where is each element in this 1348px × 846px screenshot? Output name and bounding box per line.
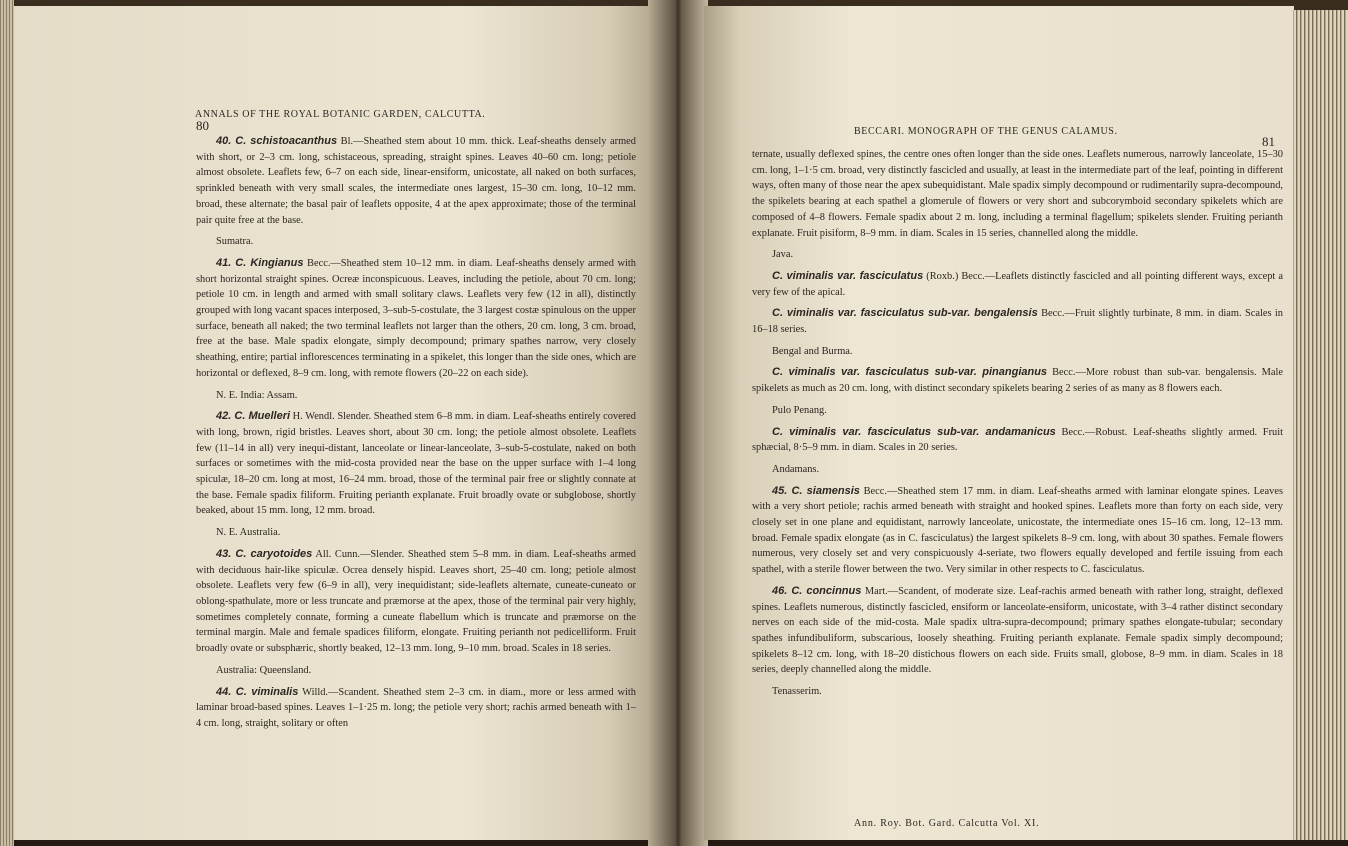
species-entry [752,306,1283,337]
species-description: Becc.—Sheathed stem 17 mm. in diam. Leaf-sheaths armed with laminar elongate spines. Leaves with a very short petiole; rachis armed beneath with straight and hooked spines. Leaflets more than forty on each side, very closely set in one plane and equidistant, narrowly lanceolate, unicostate, the intermediate ones 15–16 cm. long, 12–13 mm. broad. Female spadix elongate (as in C. fasciculatus) the largest spikelets 8–9 cm. long, with about 30 spathes. Female flowers numerous, very closely set and very conspicuously 4-seriate, two flowers equally developed and fertile issuing from each spathel, with a sterile flower between the two. Very similar in other respects to C. fasciculatus. [752,485,1283,576]
species-name: 40. C. schistoacanthus [216,135,338,147]
species-entry [752,269,1283,300]
species-name: 45. C. siamensis [772,484,860,497]
species-entry [196,685,636,732]
species-locality: Sumatra. [216,236,254,248]
species-description: Willd.—Scandent. Sheathed stem 2–3 cm. in diam., more or less armed with laminar broad-based spines. Leaves 1–1·25 m. long; the petiole very short; rachis armed beneath with 1–4 cm. long, straight, solitary or often [196,686,637,729]
species-description: Becc.—More robust than sub-var. bengalensis. Male spikelets as much as 20 cm. long, with distinct secondary spikelets bearing 2 series of as many as 8 flowers each. [752,367,1284,395]
book-spine [648,0,708,846]
left-page-number: 80 [196,118,209,133]
species-description: Bl.—Sheathed stem about 10 mm. thick. Leaf-sheaths densely armed with short, or 2–3 cm. long, schistaceous, spreading, straight spines. Leaves 40–60 cm. long; petiole almost obsolete. Leaflets few, 6–7 on each side, linear-ensiform, unicostate, all naked on both surfaces, sprinkled beneath with very small scales, the intermediate ones largest, 15–30 cm. long, 10–12 mm. broad, these alternate; the basal pair of leaflets opposite, 4 at the apex approximate; those of the terminal pair quite free at the base. [196,136,636,226]
right-running-header: BECCARI. MONOGRAPH OF THE GENUS CALAMUS. [854,126,1118,137]
journal-footer: Ann. Roy. Bot. Gard. Calcutta Vol. XI. [854,818,1040,829]
species-description: All. Cunn.—Slender. Sheathed stem 5–8 mm. in diam. Leaf-sheaths armed with deciduous hair-like spiculæ. Ocrea densely hispid. Leaves short, 25–40 cm. long; petiole almost obsolete. Leaflets very few (6–9 in all), very inequidistant; side-leaflets alternate, cuneate-cuneato or oblong-spathulate, more or less truncate and præmorse at the apex, those of the terminal pair very highly, sometimes completely connate, forming a cuneate flabellum which is truncate and præmorse on the terminal margin. Male and female spadices filiform, elongate. Fruiting perianth not pedicelliform. Fruit broadly ovate or subsphæric, shortly beaked, 12–13 mm. long, 9–10 mm. broad. Scales in 18 series. [196,548,636,655]
species-entry [752,584,1283,678]
species-locality: N. E. Australia. [216,527,281,539]
species-entry [196,256,636,382]
species-name: C. viminalis var. fasciculatus [772,269,924,282]
species-name: 41. C. Kingianus [216,256,304,269]
species-description: Becc.—Sheathed stem 10–12 mm. in diam. Leaf-sheaths densely armed with short horizontal straight spines. Ocreæ inconspicuous. Leaves, including the petiole, about 70 cm. long; petiole 10 cm. in length and armed with small solitary claws. Leaflets very few (12 in all), distinctly grouped with long vacant spaces interposed, 3–sub-5-costulate, the 3 largest costæ spinulous on the upper surface, beneath all naked; the two terminal leaflets not larger than the others, 20 cm. long, 3 cm. broad, free at the base. Male spadix elongate, simply decompound; primary spathes narrow, very closely sheathing, entire; partial inflorescences terminating in a spikelet, this longer than the side ones, which are horizontal or deflexed, 8–9 cm. long, with remote flowers (20–22 on each side). [196,257,636,379]
species-name: 44. C. viminalis [216,685,299,698]
species-locality: Andamans. [772,463,820,475]
species-locality: N. E. India: Assam. [216,389,298,401]
species-name: 46. C. concinnus [772,584,862,597]
species-locality: Tenasserim. [772,686,822,698]
species-description: (Roxb.) Becc.—Leaflets distinctly fascicled and all pointing different ways, except a very few of the apical. [752,270,1283,298]
species-entry [196,409,636,519]
species-entry [752,425,1283,456]
species-locality: Bengal and Burma. [772,345,853,357]
species-entry [752,484,1283,578]
left-page-edges [0,0,14,846]
species-description: Becc.—Fruit slightly turbinate, 8 mm. in diam. Scales in 16–18 series. [752,308,1283,336]
species-name: C. viminalis var. fasciculatus sub-var. andamanicus [772,425,1056,438]
right-page-number: 81 [1262,134,1275,149]
species-name: C. viminalis var. fasciculatus sub-var. bengalensis [772,307,1038,320]
species-description: H. Wendl. Slender. Sheathed stem 6–8 mm. in diam. Leaf-sheaths entirely covered with long, brown, rigid bristles. Leaves short, about 30 cm. long; the petiole almost obsolete. Leaflets few (11–14 in all) very inequi-distant, lanceolate or linear-lanceolate, 3–sub-5-costulate, naked on both surfaces or sometimes with the mid-costa provided near the base on the upper surface with 1–4 long spiculæ, 18–20 cm. long at most, 16–24 mm. broad, those of the terminal pair free or slightly connate at the base. Female spadix filiform. Fruiting perianth explanate. Fruit broadly ovate or subglobose, shortly beaked, about 15 mm. long, 12 mm. broad. [196,411,636,517]
species-entry [752,365,1283,396]
species-locality: Java. [772,249,794,261]
species-entry [196,547,636,657]
right-page-edges [1293,10,1348,840]
species-name: 43. C. caryotoides [216,547,313,560]
left-page-text [196,134,636,738]
species-locality: Australia: Queensland. [216,664,312,676]
left-page [14,6,654,840]
right-page [704,6,1294,840]
species-name: 42. C. Muelleri [216,410,291,423]
continued-description: ternate, usually deflexed spines, the centre ones often longer than the side ones. Leaflets numerous, narrowly lanceolate, 15–30 cm. long, 1–1·5 cm. broad, very distinctly fascicled and usually, at least in the intermediate part of the leaf, pointing in different ways, often many of those near the apex subequidistant. Male spadix simply decompound or rudimentarily supra-decompound, the spikelets bearing at each spathel a glomerule of flowers or very short and subcorymboid secondary spikelets which are composed of 4–8 flowers. Female spadix about 2 m. long, including a terminal flagellum; spikelets slender. Fruiting perianth explanate. Fruit pisiform, 8–9 mm. in diam. Scales in 15 series, channelled along the middle. [752,149,1283,239]
species-locality: Pulo Penang. [772,404,827,416]
species-name: C. viminalis var. fasciculatus sub-var. pinangianus [772,366,1048,379]
species-description: Mart.—Scandent, of moderate size. Leaf-rachis armed beneath with rather long, straight, deflexed spines. Leaflets numerous, distinctly fascicled, ensiform or lanceolate-ensiform, unicostate, with 3–4 rather distinct secondary nerves on each side of the mid-costa. Male spadix ultra-supra-decompound; primary spathes elongate-tubular; secondary spathes infundibuliform, subscarious, loosely sheathing. Fruiting perianth explanate. Female spadix simply decompound; spikelets 8–12 cm. long, with 18–20 distichous flowers on each side. Fruits small, globose, 8–9 mm. in diam. Scales in 18 series, deeply channelled along the middle. [752,585,1283,676]
species-entry [196,134,636,228]
right-page-text [752,147,1283,706]
species-description: Becc.—Robust. Leaf-sheaths slightly armed. Fruit sphæcial, 8·5–9 mm. in diam. Scales in 20 series. [752,426,1283,454]
left-running-header: ANNALS OF THE ROYAL BOTANIC GARDEN, CALCUTTA. [195,109,486,120]
